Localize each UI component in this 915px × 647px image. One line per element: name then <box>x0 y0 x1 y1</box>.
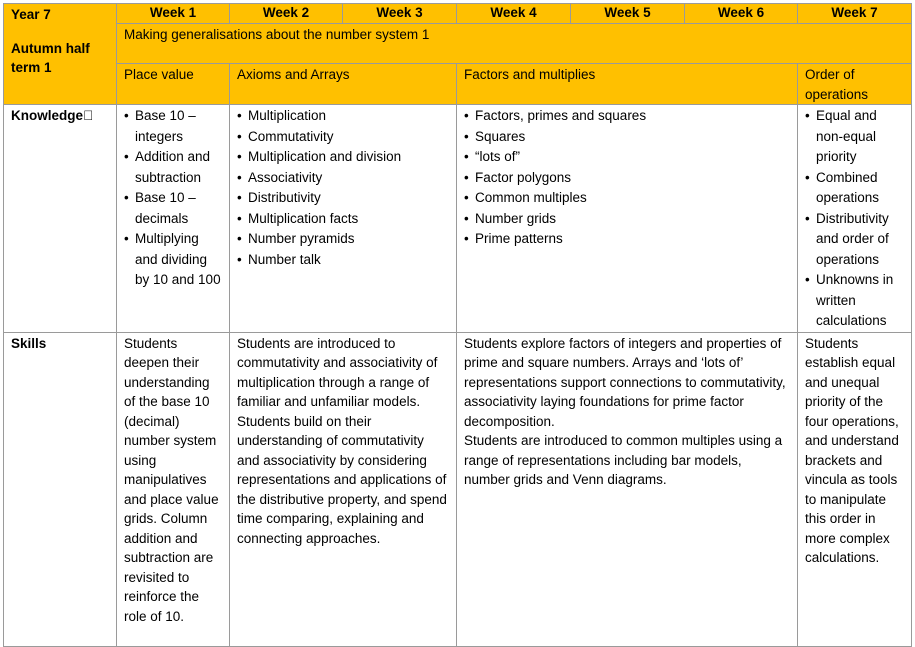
knowledge-row-label: Knowledge  <box>4 105 117 333</box>
skills-row-label: Skills <box>4 332 117 646</box>
list-item <box>237 229 450 250</box>
list-item <box>237 250 450 271</box>
list-item <box>805 106 905 168</box>
bullet-icon: • <box>464 169 469 185</box>
list-item-text: Base 10 – integers <box>135 108 196 144</box>
skills-axioms-text-1: Students are introduced to commutativity and associativity of multiplication through a range of familiar and unfamiliar models. <box>237 335 438 409</box>
bullet-icon: • <box>237 210 242 226</box>
skills-factors-text-2: Students are introduced to common multiples using a range of representations including bar models, number grids and Venn diagrams. <box>464 433 783 487</box>
week-1-header: Week 1 <box>117 4 230 24</box>
bullet-icon: • <box>237 108 242 123</box>
skills-factors <box>457 332 798 646</box>
list-item-text: Addition and subtraction <box>135 149 211 185</box>
list-item-text: Multiplication facts <box>248 210 359 226</box>
bullet-icon: • <box>805 272 810 287</box>
list-item <box>237 209 450 230</box>
list-item <box>124 188 223 229</box>
bullet-icon: • <box>237 231 242 246</box>
list-item-text: Factors, primes and squares <box>475 108 647 123</box>
list-item-text: Associativity <box>248 169 323 185</box>
list-item <box>464 147 791 168</box>
list-item-text: Combined operations <box>816 169 880 205</box>
list-item <box>237 127 450 148</box>
knowledge-axioms-list <box>237 106 450 270</box>
bullet-icon: • <box>124 108 129 123</box>
list-item <box>464 229 791 250</box>
year-label: Year 7 <box>11 7 51 22</box>
skills-axioms <box>230 332 457 646</box>
unit-axioms-arrays: Axioms and Arrays <box>230 64 457 105</box>
list-item-text: Number grids <box>475 210 557 226</box>
unit-order-operations: Order of operations <box>798 64 912 105</box>
list-item <box>124 147 223 188</box>
curriculum-table <box>3 3 912 647</box>
list-item-text: Base 10 – decimals <box>135 190 196 226</box>
bullet-icon: • <box>124 190 129 205</box>
list-item <box>464 127 791 148</box>
knowledge-axioms <box>230 105 457 333</box>
list-item-text: Commutativity <box>248 128 334 144</box>
list-item-text: Unknowns in written calculations <box>816 272 894 328</box>
bullet-icon: • <box>464 149 469 164</box>
bullet-icon: • <box>237 251 242 267</box>
week-2-header: Week 2 <box>230 4 343 24</box>
bullet-icon: • <box>464 210 469 226</box>
list-item-text: Squares <box>475 128 526 144</box>
unit-place-value: Place value <box>117 64 230 105</box>
year-term-cell <box>4 4 117 105</box>
skills-order-text: Students establish equal and unequal priority of the four operations, and understand brackets and vincula as tools to manipulate this order in more complex calculations. <box>805 335 899 565</box>
bullet-icon: • <box>464 108 469 123</box>
list-item <box>237 188 450 209</box>
list-item <box>124 229 223 291</box>
week-5-header: Week 5 <box>571 4 685 24</box>
bullet-icon: • <box>805 108 810 123</box>
week-4-header: Week 4 <box>457 4 571 24</box>
week-6-header: Week 6 <box>685 4 798 24</box>
bullet-icon: • <box>805 169 810 185</box>
list-item <box>464 188 791 209</box>
bullet-icon: • <box>464 231 469 246</box>
bullet-icon: • <box>124 149 129 164</box>
week-3-header: Week 3 <box>343 4 457 24</box>
list-item <box>464 168 791 189</box>
list-item-text: Equal and non-equal priority <box>816 108 877 164</box>
list-item <box>805 270 905 332</box>
knowledge-factors-list <box>464 106 791 250</box>
skills-place-value <box>117 332 230 646</box>
list-item <box>237 147 450 168</box>
bullet-icon: • <box>805 210 810 226</box>
list-item <box>237 168 450 189</box>
list-item-text: Distributivity and order of operations <box>816 210 889 267</box>
list-item <box>464 106 791 127</box>
week-7-header: Week 7 <box>798 4 912 24</box>
skills-place-value-text: Students deepen their understanding of the base 10 (decimal) number system using manipulatives and place value grids. Column addition and subtraction are revisited to reinforce the role of 10. <box>124 335 219 624</box>
skills-factors-text-1: Students explore factors of integers and properties of prime and square numbers. Arrays and ‘lots of’ representations support connections to commutativity, associativity laying foundations for prime factor decomposition. <box>464 335 786 429</box>
knowledge-place-value-list <box>124 106 223 291</box>
knowledge-factors <box>457 105 798 333</box>
bullet-icon: • <box>464 190 469 205</box>
bullet-icon: • <box>237 149 242 164</box>
term-label: Autumn half term 1 <box>11 40 90 75</box>
bullet-icon: • <box>237 128 242 144</box>
list-item-text: Multiplication and division <box>248 149 402 164</box>
knowledge-place-value <box>117 105 230 333</box>
bullet-icon: • <box>237 169 242 185</box>
bullet-icon: • <box>124 231 129 246</box>
knowledge-order-list <box>805 106 905 332</box>
list-item-text: “lots of” <box>475 149 521 164</box>
list-item-text: Prime patterns <box>475 231 563 246</box>
list-item-text: Multiplying and dividing by 10 and 100 <box>135 231 221 287</box>
list-item-text: Distributivity <box>248 190 321 205</box>
bullet-icon: • <box>464 128 469 144</box>
list-item <box>464 209 791 230</box>
unit-factors-multiples: Factors and multiplies <box>457 64 798 105</box>
list-item <box>805 209 905 271</box>
list-item-text: Factor polygons <box>475 169 572 185</box>
curriculum-table-wrap <box>3 3 912 647</box>
list-item <box>124 106 223 147</box>
skills-order <box>798 332 912 646</box>
bullet-icon: • <box>237 190 242 205</box>
skills-axioms-text-2: Students build on their understanding of commutativity and associativity by considering representations and applications of the distributive property, and spend time comparing, explaining and connecting approaches. <box>237 413 447 546</box>
list-item <box>237 106 450 127</box>
list-item-text: Multiplication <box>248 108 327 123</box>
list-item <box>805 168 905 209</box>
list-item-text: Number talk <box>248 251 321 267</box>
block-title: Making generalisations about the number system 1 <box>117 24 912 64</box>
list-item-text: Common multiples <box>475 190 587 205</box>
knowledge-order <box>798 105 912 333</box>
list-item-text: Number pyramids <box>248 231 355 246</box>
